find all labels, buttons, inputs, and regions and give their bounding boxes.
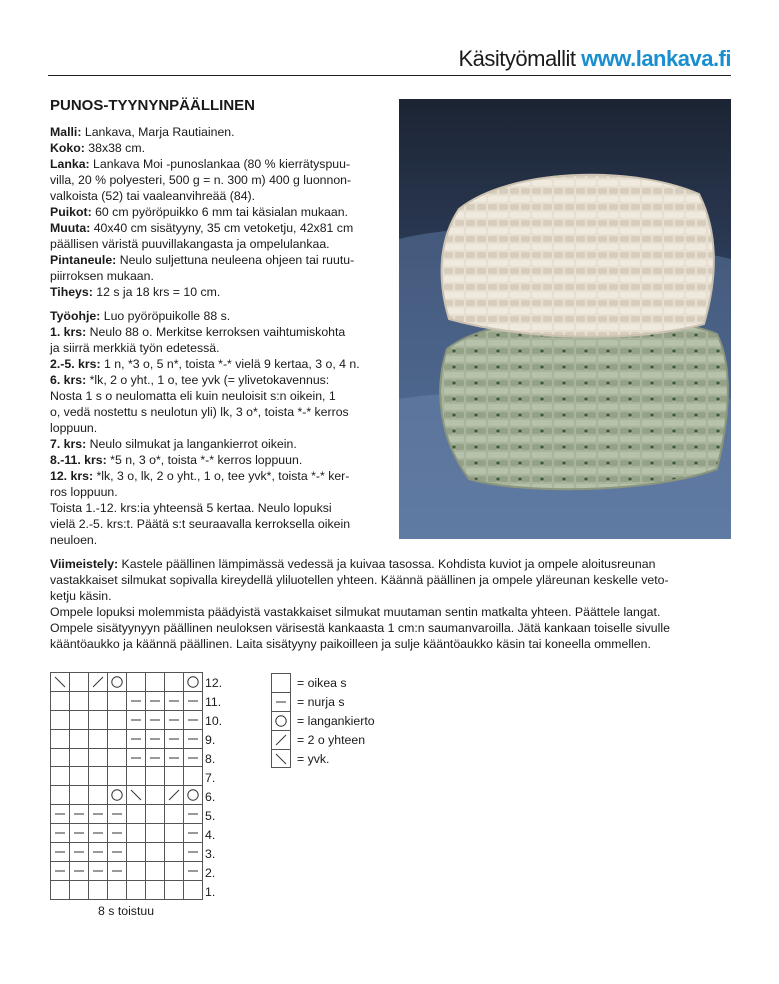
- instructions-paragraph: [50, 452, 388, 468]
- chart-legend: [271, 673, 375, 768]
- chart-cell: [127, 673, 146, 692]
- chart-cell: [184, 691, 203, 710]
- chart-cell: [184, 805, 203, 824]
- specs-text: valkoista (52) tai vaaleanvihreää (84).: [50, 189, 256, 203]
- purl-symbol: [186, 826, 200, 840]
- chart-cell: [127, 710, 146, 729]
- chart-cell: [51, 767, 70, 786]
- finishing-text: kääntöaukko ja käännä päällinen. Laita sisätyyny paikoilleen ja sulje kääntöaukko käsin tai koneella ommellen.: [50, 637, 651, 651]
- purl-symbol: [148, 732, 162, 746]
- instructions-text: *lk, 3 o, lk, 2 o yht., 1 o, tee yvk*, toista *-* ker-: [93, 469, 350, 483]
- instructions-label: 6. krs:: [50, 373, 87, 387]
- instructions-text: loppuun.: [50, 421, 98, 435]
- instructions-text: Luo pyöröpuikolle 88 s.: [100, 309, 231, 323]
- chart-cell: [89, 824, 108, 843]
- instructions-section: [50, 308, 388, 548]
- chart-cell: [108, 786, 127, 805]
- chart-cell: [70, 843, 89, 862]
- instructions-label: 12. krs:: [50, 469, 94, 483]
- chart-cell: [70, 710, 89, 729]
- chart-cell: [184, 673, 203, 692]
- finishing-text: vastakkaiset silmukat sopivalla kireydellä yliluotellen yhteen. Käännä päällinen ja ompele yläreunan keskelle veto-: [50, 573, 669, 587]
- chart-row: [51, 691, 203, 710]
- chart-row: [51, 767, 203, 786]
- chart-cell: [108, 843, 127, 862]
- purl-symbol: [91, 826, 105, 840]
- chart-cell: [70, 673, 89, 692]
- purl-symbol: [186, 751, 200, 765]
- chart-cell: [184, 843, 203, 862]
- chart-cell: [146, 805, 165, 824]
- purl-symbol: [53, 826, 67, 840]
- yarn-over-symbol: [110, 675, 124, 689]
- instructions-text: neuloen.: [50, 533, 98, 547]
- purl-symbol: [53, 864, 67, 878]
- yarn-over-symbol: [274, 714, 288, 728]
- purl-symbol: [129, 732, 143, 746]
- chart-cell: [165, 786, 184, 805]
- legend-symbol: [271, 692, 291, 711]
- chart-cell: [70, 729, 89, 748]
- chart-row: [51, 710, 203, 729]
- chart-cell: [146, 843, 165, 862]
- chart-row-label: 6.: [205, 790, 216, 804]
- instructions-label: 8.-11. krs:: [50, 453, 107, 467]
- specs-paragraph: [50, 156, 388, 204]
- chart-cell: [108, 673, 127, 692]
- chart-cell: [165, 729, 184, 748]
- specs-text: Lankava Moi -punoslankaa (80 % kierrätyspuu-: [89, 157, 351, 171]
- chart-cell: [51, 880, 70, 899]
- instructions-label: 2.-5. krs:: [50, 357, 101, 371]
- chart-cell: [70, 691, 89, 710]
- specs-label: Koko:: [50, 141, 85, 155]
- chart-cell: [127, 786, 146, 805]
- specs-label: Tiheys:: [50, 285, 93, 299]
- purl-symbol: [186, 807, 200, 821]
- chart-cell: [108, 710, 127, 729]
- chart-cell: [51, 861, 70, 880]
- chart-cell: [127, 880, 146, 899]
- specs-text: 38x38 cm.: [84, 141, 145, 155]
- chart-cell: [51, 710, 70, 729]
- purl-symbol: [53, 807, 67, 821]
- chart-cell: [51, 748, 70, 767]
- purl-symbol: [148, 713, 162, 727]
- specs-paragraph: [50, 140, 388, 156]
- chart-cell: [108, 805, 127, 824]
- chart-cell: [51, 729, 70, 748]
- chart-cell: [146, 861, 165, 880]
- k2tog-symbol: [274, 733, 288, 747]
- purl-symbol: [110, 864, 124, 878]
- chart-cell: [89, 673, 108, 692]
- header-prefix: Käsityömallit: [458, 46, 576, 71]
- chart-row-label: 4.: [205, 828, 216, 842]
- purl-symbol: [148, 694, 162, 708]
- chart-cell: [89, 861, 108, 880]
- purl-symbol: [91, 864, 105, 878]
- purl-symbol: [274, 695, 288, 709]
- chart-cell: [127, 843, 146, 862]
- purl-symbol: [129, 751, 143, 765]
- purl-symbol: [110, 845, 124, 859]
- ssk-symbol: [274, 752, 288, 766]
- chart-row-label: 1.: [205, 885, 216, 899]
- legend-item: [271, 749, 375, 768]
- k2tog-symbol: [167, 788, 181, 802]
- ssk-symbol: [129, 788, 143, 802]
- chart-row: [51, 824, 203, 843]
- instructions-text: *5 n, 3 o*, toista *-* kerros loppuun.: [106, 453, 303, 467]
- chart-cell: [108, 767, 127, 786]
- pillow-photo: [399, 99, 731, 539]
- chart-cell: [70, 767, 89, 786]
- purl-symbol: [72, 826, 86, 840]
- chart-cell: [127, 824, 146, 843]
- purl-symbol: [91, 845, 105, 859]
- purl-symbol: [167, 694, 181, 708]
- instructions-text: ros loppuun.: [50, 485, 118, 499]
- legend-item: [271, 730, 375, 749]
- chart-cell: [51, 843, 70, 862]
- chart-cell: [70, 805, 89, 824]
- instructions-paragraph: [50, 356, 388, 372]
- legend-symbol: [271, 673, 291, 692]
- chart-cell: [146, 673, 165, 692]
- purl-symbol: [72, 807, 86, 821]
- purl-symbol: [110, 807, 124, 821]
- chart-row: [51, 880, 203, 899]
- specs-text: villa, 20 % polyesteri, 500 g = n. 300 m) 400 g luonnon-: [50, 173, 352, 187]
- chart-cell: [165, 710, 184, 729]
- yarn-over-symbol: [186, 675, 200, 689]
- purl-symbol: [72, 864, 86, 878]
- instructions-text: vielä 2.-5. krs:t. Päätä s:t seuraavalla kerroksella oikein: [50, 517, 351, 531]
- chart-cell: [184, 748, 203, 767]
- chart-row: [51, 805, 203, 824]
- chart-cell: [89, 748, 108, 767]
- chart-cell: [184, 880, 203, 899]
- chart-cell: [89, 710, 108, 729]
- chart-cell: [108, 880, 127, 899]
- ssk-symbol: [53, 675, 67, 689]
- finishing-text: Ompele sisätyynyyn päällinen neuloksen värisestä kankaasta 1 cm:n saumanvaroilla. Jätä kankaan toiselle sivulle: [50, 621, 670, 635]
- chart-cell: [51, 673, 70, 692]
- chart-cell: [146, 691, 165, 710]
- specs-label: Muuta:: [50, 221, 91, 235]
- purl-symbol: [91, 807, 105, 821]
- chart-cell: [184, 729, 203, 748]
- chart-cell: [127, 748, 146, 767]
- chart-cell: [146, 767, 165, 786]
- chart-cell: [89, 767, 108, 786]
- specs-paragraph: [50, 284, 388, 300]
- chart-cell: [89, 729, 108, 748]
- chart-cell: [146, 748, 165, 767]
- chart-cell: [51, 824, 70, 843]
- legend-item: [271, 692, 375, 711]
- chart-cell: [146, 824, 165, 843]
- header-divider: [48, 75, 731, 76]
- chart-row-label: 8.: [205, 752, 216, 766]
- legend-text: = oikea s: [297, 675, 347, 690]
- purl-symbol: [72, 845, 86, 859]
- purl-symbol: [110, 826, 124, 840]
- instructions-text: Neulo 88 o. Merkitse kerroksen vaihtumiskohta: [86, 325, 346, 339]
- chart-cell: [127, 691, 146, 710]
- chart-cell: [184, 767, 203, 786]
- chart-cell: [108, 861, 127, 880]
- purl-symbol: [167, 713, 181, 727]
- chart-row: [51, 729, 203, 748]
- specs-text: Neulo suljettuna neuleena ohjeen tai ruutu-: [116, 253, 355, 267]
- purl-symbol: [53, 845, 67, 859]
- chart-cell: [165, 691, 184, 710]
- chart-row-label: 2.: [205, 866, 216, 880]
- chart-cell: [184, 861, 203, 880]
- chart-row-labels: [205, 674, 222, 902]
- chart-row-label: 7.: [205, 771, 216, 785]
- purl-symbol: [186, 845, 200, 859]
- chart-row-label: 3.: [205, 847, 216, 861]
- specs-text: Lankava, Marja Rautiainen.: [81, 125, 235, 139]
- chart-cell: [70, 880, 89, 899]
- chart-cell: [89, 691, 108, 710]
- instructions-text: Nosta 1 s o neulomatta eli kuin neuloisit s:n oikein, 1: [50, 389, 336, 403]
- chart-cell: [127, 805, 146, 824]
- legend-text: = yvk.: [297, 751, 330, 766]
- chart-cell: [51, 786, 70, 805]
- chart-cell: [70, 861, 89, 880]
- legend-text: = langankierto: [297, 713, 375, 728]
- chart-cell: [89, 786, 108, 805]
- chart-cell: [108, 748, 127, 767]
- chart-cell: [146, 729, 165, 748]
- purl-symbol: [167, 751, 181, 765]
- purl-symbol: [129, 694, 143, 708]
- finishing-label: Viimeistely:: [50, 557, 119, 571]
- chart-cell: [146, 880, 165, 899]
- chart-cell: [165, 824, 184, 843]
- chart-cell: [89, 880, 108, 899]
- repeat-label: 8 s toistuu: [98, 904, 155, 918]
- instructions-paragraph: [50, 308, 388, 324]
- chart-cell: [89, 805, 108, 824]
- purl-symbol: [148, 751, 162, 765]
- chart-row: [51, 861, 203, 880]
- instructions-text: 1 n, *3 o, 5 n*, toista *-* vielä 9 kertaa, 3 o, 4 n.: [100, 357, 360, 371]
- chart-cell: [165, 805, 184, 824]
- specs-text: piirroksen mukaan.: [50, 269, 154, 283]
- purl-symbol: [186, 694, 200, 708]
- specs-paragraph: [50, 220, 388, 252]
- purl-symbol: [186, 732, 200, 746]
- chart-cell: [165, 767, 184, 786]
- purl-symbol: [186, 864, 200, 878]
- specs-paragraph: [50, 124, 388, 140]
- purl-symbol: [186, 713, 200, 727]
- instructions-text: Neulo silmukat ja langankierrot oikein.: [86, 437, 297, 451]
- chart-cell: [70, 824, 89, 843]
- finishing-section: [50, 556, 732, 652]
- page-title: PUNOS-TYYNYNPÄÄLLINEN: [50, 97, 256, 114]
- chart-cell: [146, 710, 165, 729]
- specs-paragraph: [50, 252, 388, 284]
- chart-cell: [184, 786, 203, 805]
- instructions-paragraph: [50, 436, 388, 452]
- chart-cell: [165, 861, 184, 880]
- purl-symbol: [129, 713, 143, 727]
- chart-row-label: 11.: [205, 695, 222, 709]
- site-link[interactable]: www.lankava.fi: [581, 46, 731, 71]
- chart-cell: [146, 786, 165, 805]
- chart-cell: [70, 748, 89, 767]
- legend-item: [271, 711, 375, 730]
- legend-symbol: [271, 730, 291, 749]
- specs-text: päällisen väristä puuvillakangasta ja ompelulankaa.: [50, 237, 330, 251]
- instructions-text: Toista 1.-12. krs:ia yhteensä 5 kertaa. Neulo lopuksi: [50, 501, 332, 515]
- specs-text: 12 s ja 18 krs = 10 cm.: [92, 285, 221, 299]
- chart-cell: [89, 843, 108, 862]
- instructions-paragraph: [50, 372, 388, 436]
- instructions-text: o, vedä nostettu s neulotun yli) lk, 3 o*, toista *-* kerros: [50, 405, 349, 419]
- chart-cell: [165, 843, 184, 862]
- knitting-chart: [50, 672, 203, 900]
- chart-cell: [184, 824, 203, 843]
- legend-text: = 2 o yhteen: [297, 732, 366, 747]
- chart-cell: [51, 805, 70, 824]
- legend-symbol: [271, 711, 291, 730]
- legend-item: [271, 673, 375, 692]
- purl-symbol: [167, 732, 181, 746]
- chart-row: [51, 786, 203, 805]
- chart-cell: [127, 767, 146, 786]
- chart-cell: [108, 729, 127, 748]
- chart-row-label: 12.: [205, 676, 223, 690]
- chart-row: [51, 673, 203, 692]
- instructions-label: Työohje:: [50, 309, 101, 323]
- specs-label: Pintaneule:: [50, 253, 117, 267]
- chart-cell: [127, 729, 146, 748]
- finishing-text: Ompele lopuksi molemmista päädyistä vastakkaiset silmukat muutaman sentin matkalta yhteen. Päättele langat.: [50, 605, 661, 619]
- chart-cell: [165, 673, 184, 692]
- instructions-paragraph: [50, 324, 388, 356]
- k2tog-symbol: [91, 675, 105, 689]
- chart-row: [51, 748, 203, 767]
- legend-text: = nurja s: [297, 694, 345, 709]
- chart-cell: [165, 880, 184, 899]
- instructions-label: 7. krs:: [50, 437, 87, 451]
- specs-paragraph: [50, 204, 388, 220]
- chart-cell: [108, 824, 127, 843]
- specs-section: [50, 124, 388, 300]
- chart-row-label: 5.: [205, 809, 216, 823]
- specs-label: Puikot:: [50, 205, 92, 219]
- specs-label: Malli:: [50, 125, 82, 139]
- chart-cell: [184, 710, 203, 729]
- finishing-text: ketju käsin.: [50, 589, 112, 603]
- chart-row-label: 10.: [205, 714, 223, 728]
- instructions-paragraph: [50, 500, 388, 548]
- instructions-text: *lk, 2 o yht., 1 o, tee yvk (= ylivetokavennus:: [86, 373, 330, 387]
- instructions-text: ja siirrä merkkiä työn edetessä.: [50, 341, 220, 355]
- chart-cell: [51, 691, 70, 710]
- chart-cell: [165, 748, 184, 767]
- legend-symbol: [271, 749, 291, 769]
- finishing-text: Kastele päällinen lämpimässä vedessä ja kuivaa tasossa. Kohdista kuviot ja ompele aloitusreunan: [118, 557, 656, 571]
- chart-cell: [127, 861, 146, 880]
- specs-text: 40x40 cm sisätyyny, 35 cm vetoketju, 42x81 cm: [90, 221, 354, 235]
- specs-text: 60 cm pyöröpuikko 6 mm tai käsialan mukaan.: [91, 205, 348, 219]
- yarn-over-symbol: [110, 788, 124, 802]
- chart-cell: [70, 786, 89, 805]
- yarn-over-symbol: [186, 788, 200, 802]
- chart-row: [51, 843, 203, 862]
- page-header: [458, 46, 731, 72]
- instructions-label: 1. krs:: [50, 325, 87, 339]
- instructions-paragraph: [50, 468, 388, 500]
- specs-label: Lanka:: [50, 157, 90, 171]
- chart-row-label: 9.: [205, 733, 216, 747]
- chart-cell: [108, 691, 127, 710]
